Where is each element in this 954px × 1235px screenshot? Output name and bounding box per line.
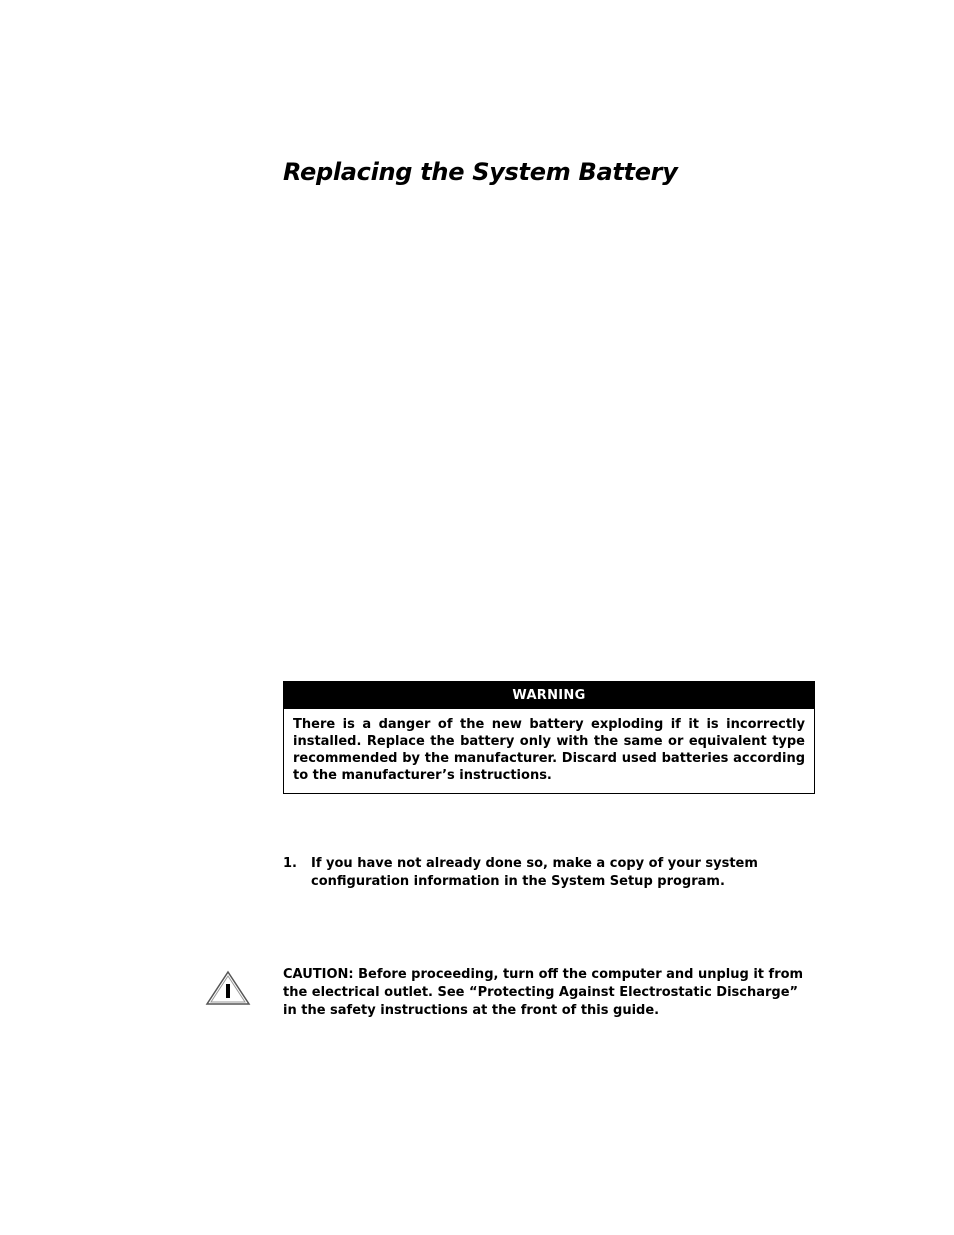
step-item [283, 855, 815, 891]
warning-header: WARNING [284, 682, 814, 709]
warning-text: There is a danger of the new battery exploding if it is incorrectly installed. Replace the battery only with the same or equivalent type recommended by the manufacturer. Discard used batteries according to the manufacturer’s instructions. [293, 717, 805, 783]
warning-box [283, 681, 815, 794]
caution-text: CAUTION: Before proceeding, turn off the computer and unplug it from the electrical outlet. See “Protecting Against Electrostatic Discharge” in the safety instructions at the front of this guide. [283, 967, 804, 1018]
step-text: If you have not already done so, make a copy of your system configuration information in the System Setup program. [311, 856, 758, 889]
caution-triangle-icon [205, 970, 251, 1006]
step-number: 1. [283, 856, 297, 871]
page-title: Replacing the System Battery [283, 158, 678, 186]
